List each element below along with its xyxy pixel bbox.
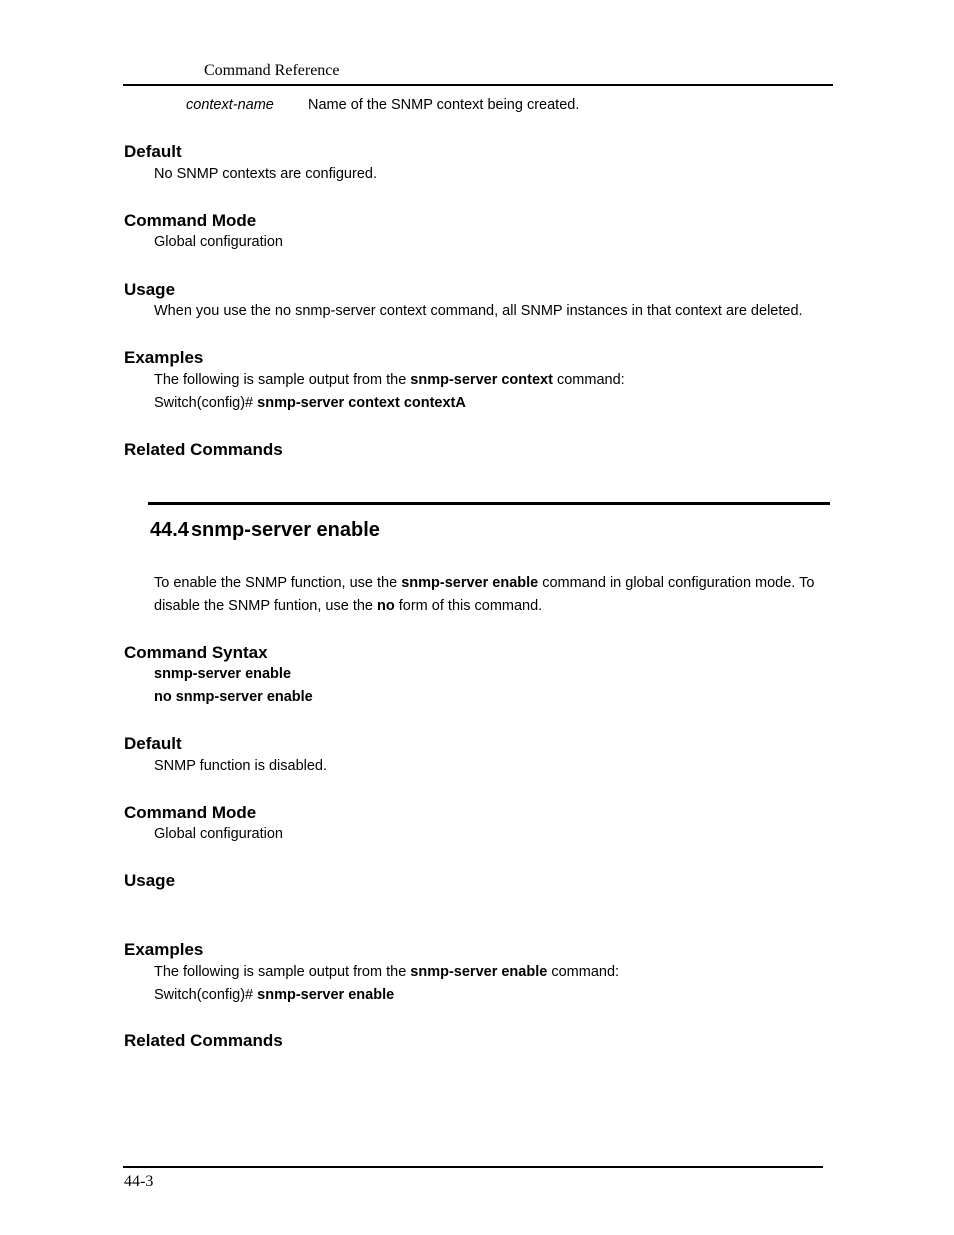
related-commands-heading-2: Related Commands — [124, 1031, 283, 1050]
syntax-line-no-enable: no snmp-server enable — [154, 689, 313, 705]
page-number: 44-3 — [124, 1173, 154, 1190]
section-title-text: snmp-server enable — [190, 519, 380, 541]
command-mode-text-2: Global configuration — [154, 826, 283, 842]
examples-heading-2: Examples — [124, 940, 204, 959]
command-mode-heading-2: Command Mode — [124, 803, 257, 822]
example-command-line: Switch(config)# snmp-server context contextA — [154, 395, 466, 411]
default-text: No SNMP contexts are configured. — [154, 166, 377, 182]
header-rule — [123, 84, 833, 86]
section-number: 44.4 — [150, 519, 189, 541]
examples-heading: Examples — [124, 348, 204, 367]
section-intro-line2: disable the SNMP funtion, use the no form of this command. — [154, 598, 543, 614]
section-rule — [148, 502, 830, 505]
related-commands-heading: Related Commands — [124, 440, 283, 459]
command-mode-heading: Command Mode — [124, 211, 257, 230]
section-intro-line1: To enable the SNMP function, use the snmp-server enable command in global configuration mode. To — [154, 575, 815, 591]
param-name: context-name — [186, 97, 274, 113]
default-text-2: SNMP function is disabled. — [154, 758, 328, 774]
examples-intro: The following is sample output from the snmp-server context command: — [154, 372, 625, 388]
footer-rule — [123, 1166, 823, 1168]
usage-heading: Usage — [124, 280, 176, 299]
examples-intro-2: The following is sample output from the snmp-server enable command: — [154, 964, 620, 980]
usage-heading-2: Usage — [124, 871, 176, 890]
default-heading: Default — [124, 142, 182, 161]
command-mode-text: Global configuration — [154, 234, 283, 250]
running-header: Command Reference — [204, 62, 340, 79]
default-heading-2: Default — [124, 734, 182, 753]
param-description: Name of the SNMP context being created. — [308, 97, 580, 113]
section-title — [150, 519, 380, 542]
syntax-line-enable: snmp-server enable — [154, 666, 292, 682]
example-command-line-2: Switch(config)# snmp-server enable — [154, 987, 395, 1003]
command-syntax-heading: Command Syntax — [124, 643, 268, 662]
usage-text: When you use the no snmp-server context command, all SNMP instances in that context are deleted. — [154, 303, 803, 319]
